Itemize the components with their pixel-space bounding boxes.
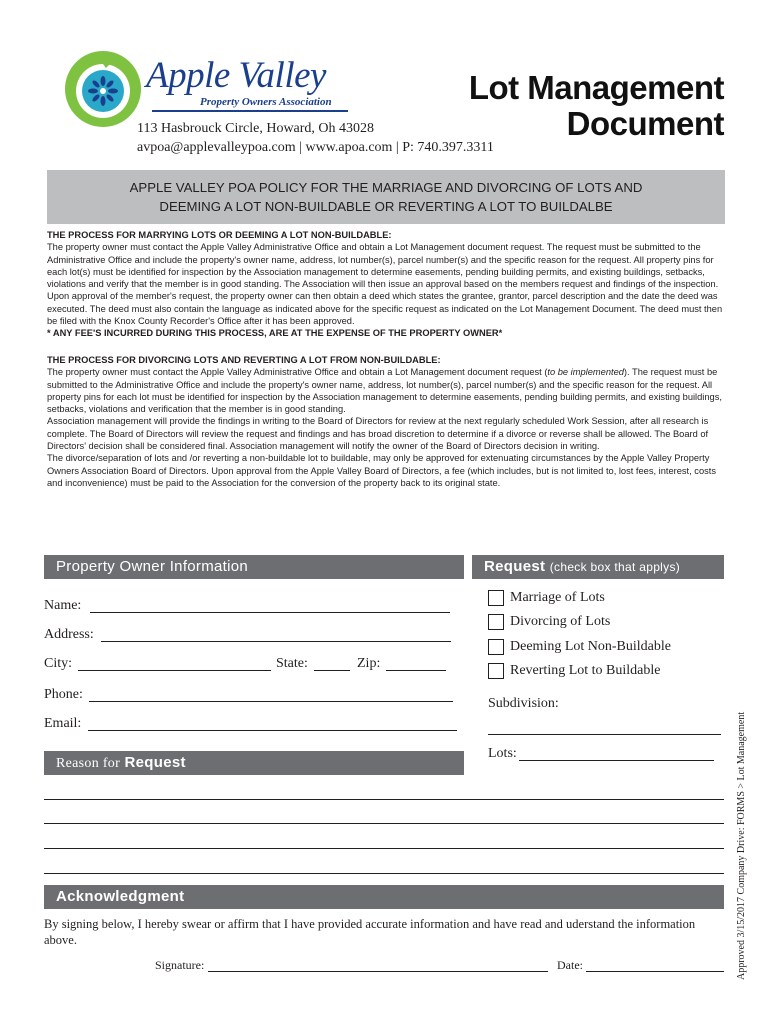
reason-section-header — [44, 751, 464, 775]
state-field[interactable] — [314, 654, 350, 671]
address-label: Address: — [44, 627, 94, 642]
reason-title-light: Reason for — [56, 756, 121, 771]
policy-section-divorcing — [47, 354, 727, 489]
checkbox-label: Reverting Lot to Buildable — [510, 663, 661, 678]
checkbox-label: Deeming Lot Non-Buildable — [510, 639, 671, 654]
org-name: Apple Valley — [146, 55, 326, 96]
org-subtitle: Property Owners Association — [200, 96, 332, 108]
ack-section-header — [44, 885, 724, 909]
checkbox[interactable] — [488, 663, 504, 679]
city-label: City: — [44, 656, 73, 671]
owner-section-title: Property Owner Information — [56, 558, 249, 575]
checkbox-label: Marriage of Lots — [510, 590, 605, 605]
ack-section-title: Acknowledgment — [56, 888, 185, 905]
apple-logo-icon — [64, 50, 142, 128]
checkbox-reverting-buildable[interactable] — [488, 663, 660, 679]
checkbox[interactable] — [488, 614, 504, 630]
signature-label: Signature: — [155, 958, 205, 972]
policy-section-body — [47, 366, 727, 415]
policy-fee-note: * ANY FEE'S INCURRED DURING THIS PROCESS, ARE AT THE EXPENSE OF THE PROPERTY OWNER* — [47, 328, 503, 339]
checkbox-marriage-of-lots[interactable] — [488, 590, 605, 606]
policy-section-body: The property owner must contact the Apple Valley Administrative Office and obtain a Lot Management document request. The request must be submitted to the Administrative Office and include the property's owner name, address, lot number(s), parcel number(s) and the specific reason for the request. All property pins for each lot(s) must be identified for inspection by the Association management to determine easements, pending building permits, and existing buildings, setbacks, violations and verify that the member is in good standing. The Association will then issue an approval based on the members request and findings of the inspection. Upon approval of the member's request, the property owner can then obtain a deed which states the grantee, grantor, parcel description and the date the deed was executed. The deed must also contain the language as indicated above for the specific request as indicated on the Lot Management Document. The deed must then be filed with the Knox County Recorder's Office after it has been approved. — [47, 242, 723, 327]
phone-field[interactable] — [89, 685, 453, 702]
phone-label: Phone: — [44, 687, 83, 702]
policy-text: ). The request must be submitted to the Administrative Office and include the property's owner name, address, lot number(s), parcel number(s) and the specific reason for the request. All property pins for each lot must be identified for inspection by the Association management to determine easements, pending building permits, and existing buildings, setbacks, violations and verification that the member is in good standing. — [47, 367, 722, 415]
policy-banner — [47, 170, 725, 224]
policy-text: The property owner must contact the Apple Valley Administrative Office and obtain a Lot Management document request ( — [47, 367, 548, 378]
document-title-line-2: Document — [566, 105, 724, 142]
reason-title-bold: Request — [124, 754, 186, 771]
date-field[interactable] — [586, 955, 724, 972]
zip-label: Zip: — [357, 656, 381, 671]
checkbox-deeming-non-buildable[interactable] — [488, 639, 671, 655]
policy-section-marrying — [47, 229, 727, 340]
document-title-line-1: Lot Management — [468, 69, 724, 106]
document-title — [469, 70, 724, 142]
subdivision-field[interactable] — [488, 718, 721, 735]
checkbox-divorcing-of-lots[interactable] — [488, 614, 610, 630]
reason-line-1[interactable] — [44, 783, 724, 800]
owner-section-header — [44, 555, 464, 579]
policy-section-body: Association management will provide the findings in writing to the Board of Directors for review at the next regularly scheduled Work Session, after all research is complete. The Board of Directors will review the request and findings and has broad discretion to determine if a divorce or reverse shall be allowed. The Board of Directors' decision shall be considered final. Association management will notify the owner of the Board of Directors decision in writing. — [47, 416, 709, 452]
lots-label: Lots: — [488, 746, 517, 761]
request-section-header — [472, 555, 724, 579]
subdivision-label: Subdivision: — [488, 696, 559, 711]
checkbox[interactable] — [488, 639, 504, 655]
email-field[interactable] — [88, 714, 457, 731]
checkbox[interactable] — [488, 590, 504, 606]
lots-field[interactable] — [519, 744, 714, 761]
address-field[interactable] — [101, 625, 451, 642]
reason-line-3[interactable] — [44, 832, 724, 849]
name-label: Name: — [44, 598, 82, 613]
org-contact: avpoa@applevalleypoa.com | www.apoa.com | P: 740.397.3311 — [137, 140, 494, 155]
policy-section-heading: THE PROCESS FOR DIVORCING LOTS AND REVERTING A LOT FROM NON-BUILDABLE: — [47, 355, 441, 365]
signature-field[interactable] — [208, 955, 548, 972]
reason-line-2[interactable] — [44, 807, 724, 824]
policy-section-heading: THE PROCESS FOR MARRYING LOTS OR DEEMING A LOT NON-BUILDABLE: — [47, 230, 392, 240]
city-field[interactable] — [78, 654, 271, 671]
date-label: Date: — [557, 958, 583, 972]
request-section-title: Request — [484, 558, 546, 575]
policy-banner-line-1: APPLE VALLEY POA POLICY FOR THE MARRIAGE AND DIVORCING OF LOTS AND — [129, 180, 643, 195]
name-field[interactable] — [90, 596, 450, 613]
approval-side-note: Approved 3/15/2017 Company Drive: FORMS > Lot Management — [736, 711, 747, 980]
state-label: State: — [276, 656, 308, 671]
policy-banner-line-2: DEEMING A LOT NON-BUILDABLE OR REVERTING A LOT TO BUILDALBE — [159, 199, 613, 214]
email-label: Email: — [44, 716, 82, 731]
checkbox-label: Divorcing of Lots — [510, 614, 611, 629]
ack-statement: By signing below, I hereby swear or affirm that I have provided accurate information and have read and uderstand the information above. — [44, 917, 696, 947]
zip-field[interactable] — [386, 654, 446, 671]
policy-section-body: The divorce/separation of lots and /or reverting a non-buildable lot to buildable, may only be approved for extenuating circumstances by the Apple Valley Property Owners Association Board of Directors. Upon approval from the Apple Valley Board of Directors, a fee (which includes, but is not limited to, lost fees, interest, costs and inconvenience) must be paid to the Association for the conversion of the property back to its original state. — [47, 453, 716, 488]
logo-underline — [152, 110, 348, 112]
reason-line-4[interactable] — [44, 857, 724, 874]
request-section-hint: (check box that applys) — [549, 560, 681, 574]
org-address: 113 Hasbrouck Circle, Howard, Oh 43028 — [137, 121, 375, 136]
policy-text-italic: to be implemented — [547, 367, 624, 378]
